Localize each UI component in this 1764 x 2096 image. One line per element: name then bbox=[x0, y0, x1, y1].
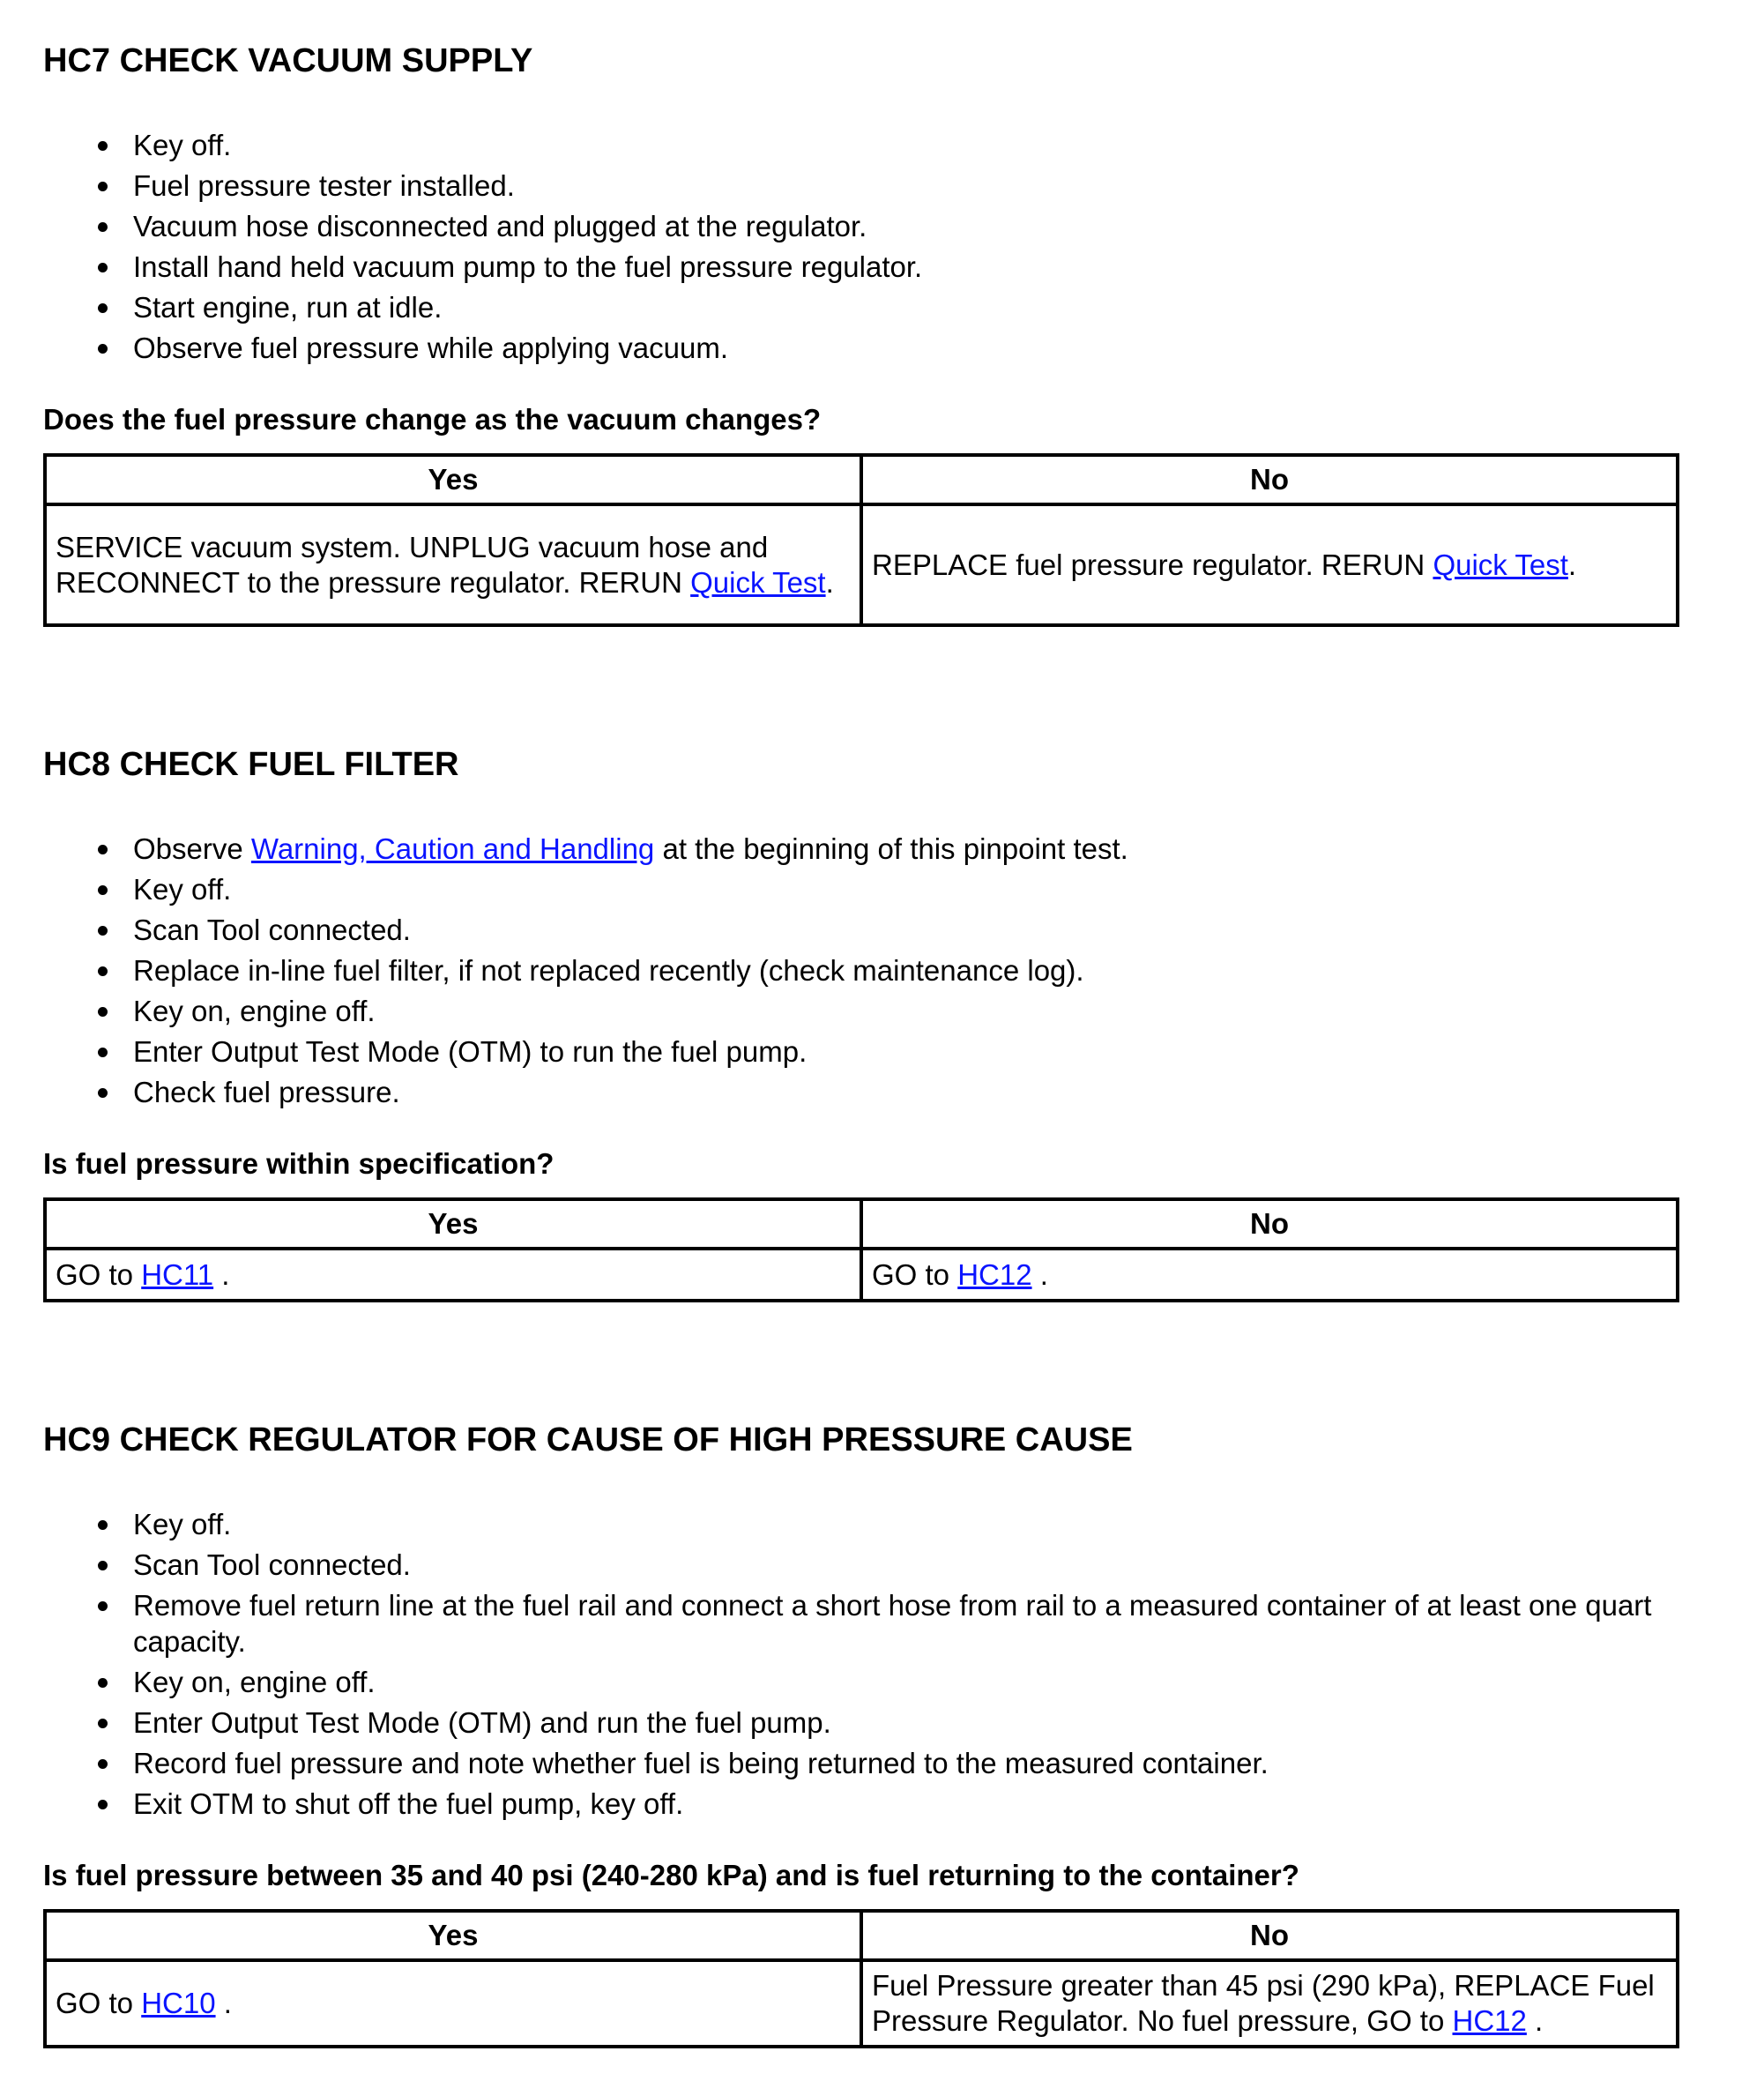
item-text: Fuel pressure tester installed. bbox=[133, 169, 515, 202]
no-header: No bbox=[861, 1911, 1678, 1960]
bullet-icon bbox=[98, 1719, 108, 1728]
no-cell bbox=[861, 504, 1678, 625]
bullet-icon bbox=[98, 1048, 108, 1057]
item-text: Key on, engine off. bbox=[133, 995, 376, 1027]
item-text: Key on, engine off. bbox=[133, 1666, 376, 1698]
list-item bbox=[43, 1745, 1720, 1781]
bullet-icon bbox=[98, 263, 108, 272]
bullet-icon bbox=[98, 1007, 108, 1017]
hc12-link[interactable]: HC12 bbox=[1452, 2004, 1527, 2037]
bullet-icon bbox=[98, 1678, 108, 1688]
cell-text: GO to bbox=[56, 1257, 142, 1291]
item-text: Scan Tool connected. bbox=[133, 1548, 411, 1581]
warning-caution-handling-link[interactable]: Warning, Caution and Handling bbox=[250, 832, 655, 865]
yes-header: Yes bbox=[45, 1911, 861, 1960]
list-item bbox=[43, 871, 1720, 907]
item-text: Observe bbox=[133, 832, 251, 865]
yes-header: Yes bbox=[45, 455, 861, 504]
cell-text: . bbox=[1031, 1257, 1048, 1291]
cell-text: Fuel Pressure greater than 45 psi (290 kPa), REPLACE Fuel Pressure Regulator. No fuel pressure, GO to bbox=[872, 1969, 1655, 2037]
hc11-link[interactable]: HC11 bbox=[141, 1257, 214, 1291]
bullet-icon bbox=[98, 1520, 108, 1530]
quick-test-link[interactable]: Quick Test bbox=[690, 565, 826, 599]
item-text: Key off. bbox=[133, 873, 232, 906]
bullet-icon bbox=[98, 1088, 108, 1098]
list-item bbox=[43, 1664, 1720, 1700]
quick-test-link[interactable]: Quick Test bbox=[1433, 548, 1568, 581]
list-item bbox=[43, 1786, 1720, 1822]
bullet-icon bbox=[98, 1601, 108, 1611]
item-text: Enter Output Test Mode (OTM) and run the fuel pump. bbox=[133, 1706, 831, 1739]
bullet-icon bbox=[98, 926, 108, 936]
list-item bbox=[43, 993, 1720, 1029]
item-text: Start engine, run at idle. bbox=[133, 291, 443, 324]
decision-table bbox=[43, 453, 1679, 627]
no-cell bbox=[861, 1960, 1678, 2047]
item-text: Key off. bbox=[133, 1508, 232, 1540]
list-item bbox=[43, 168, 1720, 204]
question: Is fuel pressure within specification? bbox=[43, 1147, 555, 1180]
section-title: HC7 CHECK VACUUM SUPPLY bbox=[43, 42, 533, 79]
cell-text: . bbox=[825, 565, 834, 599]
list-item bbox=[43, 127, 1720, 163]
bullet-icon bbox=[98, 1759, 108, 1769]
cell-text: . bbox=[215, 1987, 232, 2019]
item-text: Observe fuel pressure while applying vacuum. bbox=[133, 332, 729, 364]
section-hc9 bbox=[43, 1421, 1764, 2048]
bullet-icon bbox=[98, 1800, 108, 1809]
bullet-icon bbox=[98, 182, 108, 191]
section-hc8 bbox=[43, 745, 1764, 1302]
step-list bbox=[43, 831, 1764, 1110]
list-item bbox=[43, 1587, 1755, 1660]
item-text: Record fuel pressure and note whether fuel is being returned to the measured container. bbox=[133, 1747, 1269, 1779]
item-text: Remove fuel return line at the fuel rail and connect a short hose from rail to a measured container of at least one quart capacity. bbox=[133, 1589, 1652, 1658]
decision-table bbox=[43, 1197, 1679, 1302]
step-list bbox=[43, 1506, 1764, 1822]
cell-text: GO to bbox=[56, 1987, 142, 2019]
cell-text: GO to bbox=[872, 1257, 958, 1291]
yes-cell bbox=[45, 1960, 861, 2047]
list-item bbox=[43, 831, 1720, 867]
list-item bbox=[43, 208, 1720, 244]
list-item bbox=[43, 1704, 1720, 1741]
decision-table bbox=[43, 1909, 1679, 2048]
bullet-icon bbox=[98, 966, 108, 976]
hc10-link[interactable]: HC10 bbox=[141, 1987, 216, 2019]
section-title: HC8 CHECK FUEL FILTER bbox=[43, 746, 459, 783]
yes-header: Yes bbox=[45, 1199, 861, 1249]
cell-text: . bbox=[213, 1257, 230, 1291]
item-text: Check fuel pressure. bbox=[133, 1076, 400, 1108]
no-header: No bbox=[861, 455, 1678, 504]
item-text: Scan Tool connected. bbox=[133, 914, 411, 946]
list-item bbox=[43, 1074, 1720, 1110]
bullet-icon bbox=[98, 1561, 108, 1570]
no-header: No bbox=[861, 1199, 1678, 1249]
bullet-icon bbox=[98, 845, 108, 854]
item-text: at the beginning of this pinpoint test. bbox=[654, 832, 1128, 865]
step-list bbox=[43, 127, 1764, 366]
hc12-link[interactable]: HC12 bbox=[957, 1257, 1032, 1291]
list-item bbox=[43, 912, 1720, 948]
no-cell bbox=[861, 1249, 1678, 1301]
list-item bbox=[43, 1506, 1720, 1542]
yes-cell bbox=[45, 1249, 861, 1301]
list-item bbox=[43, 1547, 1720, 1583]
section-title: HC9 CHECK REGULATOR FOR CAUSE OF HIGH PRESSURE CAUSE bbox=[43, 1421, 1133, 1458]
cell-text: SERVICE vacuum system. UNPLUG vacuum hose and RECONNECT to the pressure regulator. RERUN bbox=[56, 530, 769, 599]
bullet-icon bbox=[98, 344, 108, 354]
list-item bbox=[43, 1033, 1720, 1070]
question: Does the fuel pressure change as the vacuum changes? bbox=[43, 403, 822, 436]
bullet-icon bbox=[98, 885, 108, 895]
cell-text: . bbox=[1567, 548, 1577, 581]
section-hc7 bbox=[43, 41, 1764, 627]
yes-cell bbox=[45, 504, 861, 625]
bullet-icon bbox=[98, 222, 108, 232]
item-text: Exit OTM to shut off the fuel pump, key off. bbox=[133, 1787, 684, 1820]
bullet-icon bbox=[98, 141, 108, 151]
item-text: Install hand held vacuum pump to the fuel pressure regulator. bbox=[133, 250, 923, 283]
item-text: Replace in-line fuel filter, if not replaced recently (check maintenance log). bbox=[133, 954, 1084, 987]
bullet-icon bbox=[98, 303, 108, 313]
list-item bbox=[43, 289, 1720, 325]
question: Is fuel pressure between 35 and 40 psi (240-280 kPa) and is fuel returning to the container? bbox=[43, 1859, 1299, 1891]
list-item bbox=[43, 330, 1720, 366]
list-item bbox=[43, 249, 1720, 285]
list-item bbox=[43, 952, 1720, 988]
item-text: Enter Output Test Mode (OTM) to run the fuel pump. bbox=[133, 1035, 808, 1068]
cell-text: . bbox=[1526, 2004, 1544, 2037]
cell-text: REPLACE fuel pressure regulator. RERUN bbox=[872, 548, 1433, 581]
item-text: Key off. bbox=[133, 129, 232, 161]
item-text: Vacuum hose disconnected and plugged at the regulator. bbox=[133, 210, 867, 242]
